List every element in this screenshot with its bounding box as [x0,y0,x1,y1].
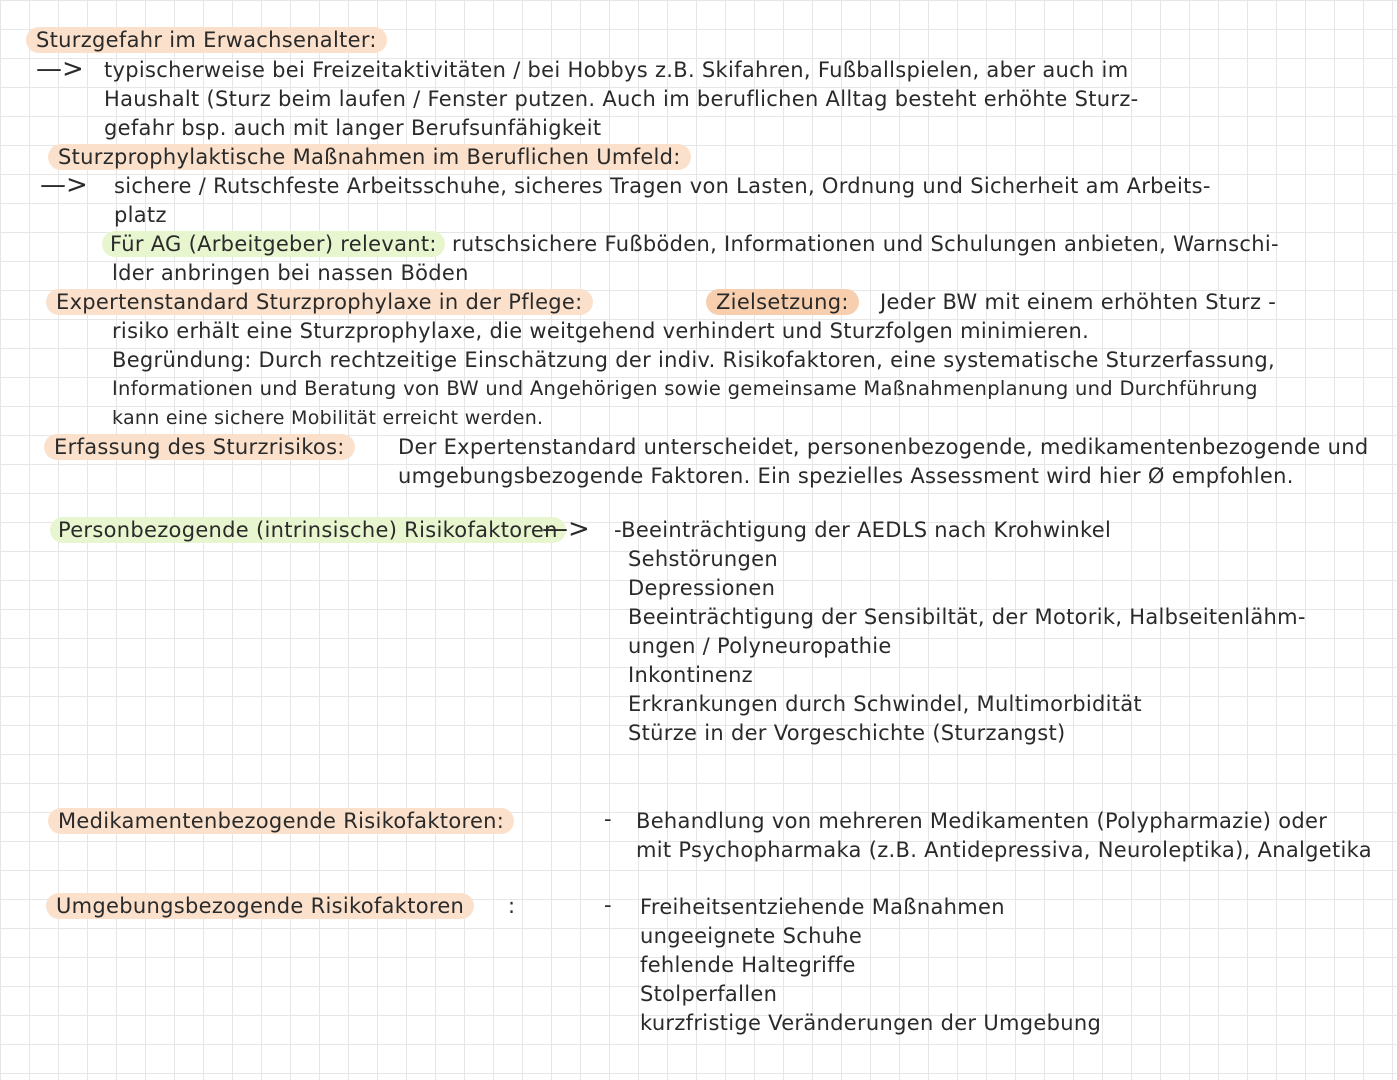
text-line: sichere / Rutschfeste Arbeitsschuhe, sicheres Tragen von Lasten, Ordnung und Sicherheit am Arbeits- [114,174,1211,198]
list-item: Stolperfallen [640,982,778,1006]
heading-beruf: Sturzprophylaktische Maßnahmen im Beruflichen Umfeld: [48,144,691,170]
list-item: kurzfristige Veränderungen der Umgebung [640,1011,1102,1035]
list-item: -Beeinträchtigung der AEDLS nach Krohwinkel [614,518,1112,542]
arrow-icon: —> [36,54,84,84]
text-line: Der Expertenstandard unterscheidet, personenbezogende, medikamentenbezogende und [398,435,1369,459]
list-item: Freiheitsentziehende Maßnahmen [640,895,1005,919]
text-line: Jeder BW mit einem erhöhten Sturz - [880,290,1277,314]
text-line: kann eine sichere Mobilität erreicht werden. [112,407,544,429]
list-item: fehlende Haltegriffe [640,953,856,977]
list-item: Sehstörungen [628,547,778,571]
heading-colon: : [508,894,516,918]
text-line: risiko erhält eine Sturzprophylaxe, die weitgehend verhindert und Sturzfolgen minimieren. [112,319,1090,343]
list-item: ungen / Polyneuropathie [628,634,892,658]
heading-umgebung: Umgebungsbezogende Risikofaktoren [46,893,474,919]
goal-label: Zielsetzung: [706,289,859,315]
text-line: Informationen und Beratung von BW und Angehörigen sowie gemeinsame Maßnahmenplanung und Durchführung [112,377,1258,400]
list-item: Depressionen [628,576,776,600]
ag-label: Für AG (Arbeitgeber) relevant: [102,231,445,257]
text-line: gefahr bsp. auch mit langer Berufsunfähigkeit [104,116,602,140]
text-line: lder anbringen bei nassen Böden [112,261,469,285]
text-line: Begründung: Durch rechtzeitige Einschätzung der indiv. Risikofaktoren, eine systematische Sturzerfassung, [112,348,1276,372]
list-item: Stürze in der Vorgeschichte (Sturzangst) [628,721,1066,745]
dash-icon: - [604,893,612,917]
arrow-icon: —> [542,514,590,544]
list-item: ungeeignete Schuhe [640,924,863,948]
text-line: umgebungsbezogende Faktoren. Ein spezielles Assessment wird hier Ø empfohlen. [398,464,1294,488]
heading-medikamente: Medikamentenbezogende Risikofaktoren: [48,808,514,834]
arrow-icon: —> [40,170,88,200]
heading-sturzgefahr: Sturzgefahr im Erwachsenalter: [26,27,387,53]
text-line: platz [114,203,167,227]
list-item: Inkontinenz [628,663,754,687]
heading-personbezogen: Personbezogende (intrinsische) Risikofaktoren [50,517,566,543]
list-item: Beeinträchtigung der Sensibiltät, der Motorik, Halbseitenlähm- [628,605,1306,629]
text-line: Haushalt (Sturz beim laufen / Fenster putzen. Auch im beruflichen Alltag besteht erhöhte Sturz- [104,87,1139,111]
heading-erfassung: Erfassung des Sturzrisikos: [44,434,355,460]
text-line: typischerweise bei Freizeitaktivitäten / bei Hobbys z.B. Skifahren, Fußballspielen, aber auch im [104,58,1129,82]
dash-icon: - [604,807,612,831]
heading-expertenstandard: Expertenstandard Sturzprophylaxe in der Pflege: [46,289,593,315]
list-item: Erkrankungen durch Schwindel, Multimorbidität [628,692,1142,716]
list-item: mit Psychopharmaka (z.B. Antidepressiva, Neuroleptika), Analgetika [636,838,1372,862]
list-item: Behandlung von mehreren Medikamenten (Polypharmazie) oder [636,809,1328,833]
text-line: rutschsichere Fußböden, Informationen und Schulungen anbieten, Warnschi- [452,232,1279,256]
